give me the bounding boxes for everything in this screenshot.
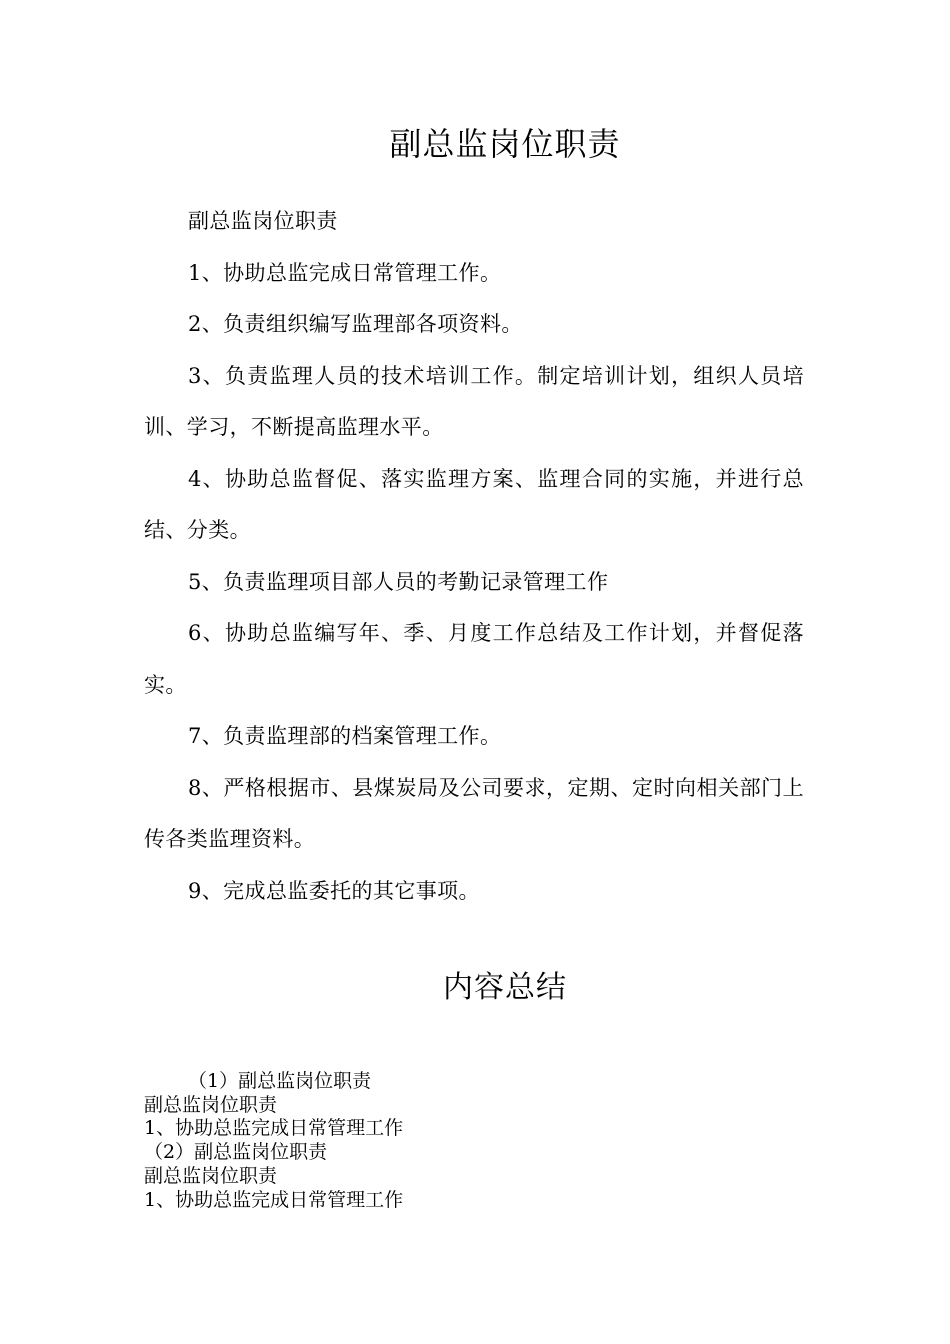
paragraph-item-1: 1、协助总监完成日常管理工作。 xyxy=(188,260,502,285)
paragraph-item-5: 5、负责监理项目部人员的考勤记录管理工作 xyxy=(188,569,609,594)
paragraph-item-9: 9、完成总监委托的其它事项。 xyxy=(188,878,480,903)
paragraph-item-4: 4、协助总监督促、落实监理方案、监理合同的实施，并进行总结、分类。 xyxy=(144,466,804,542)
summary-line: （2）副总监岗位职责 xyxy=(144,1141,328,1164)
paragraph-item-7: 7、负责监理部的档案管理工作。 xyxy=(188,724,502,748)
paragraph-item-3: 3、负责监理人员的技术培训工作。制定培训计划，组织人员培训、学习，不断提高监理水平。 xyxy=(144,363,804,439)
summary-line: 1、协助总监完成日常管理工作 xyxy=(144,1188,404,1211)
document-title: 副总监岗位职责 xyxy=(389,125,621,163)
summary-line: （1）副总监岗位职责 xyxy=(188,1070,372,1092)
summary-section xyxy=(144,1070,804,1212)
paragraph-heading: 副总监岗位职责 xyxy=(188,209,338,233)
summary-title: 内容总结 xyxy=(443,970,567,1005)
document-body xyxy=(144,196,804,917)
summary-line: 1、协助总监完成日常管理工作 xyxy=(144,1117,404,1140)
paragraph-item-8: 8、严格根据市、县煤炭局及公司要求，定期、定时向相关部门上传各类监理资料。 xyxy=(144,775,804,851)
paragraph-item-2: 2、负责组织编写监理部各项资料。 xyxy=(188,312,523,336)
paragraph-item-6: 6、协助总监编写年、季、月度工作总结及工作计划，并督促落实。 xyxy=(144,621,804,697)
summary-line: 副总监岗位职责 xyxy=(144,1093,278,1116)
summary-line: 副总监岗位职责 xyxy=(144,1164,278,1187)
